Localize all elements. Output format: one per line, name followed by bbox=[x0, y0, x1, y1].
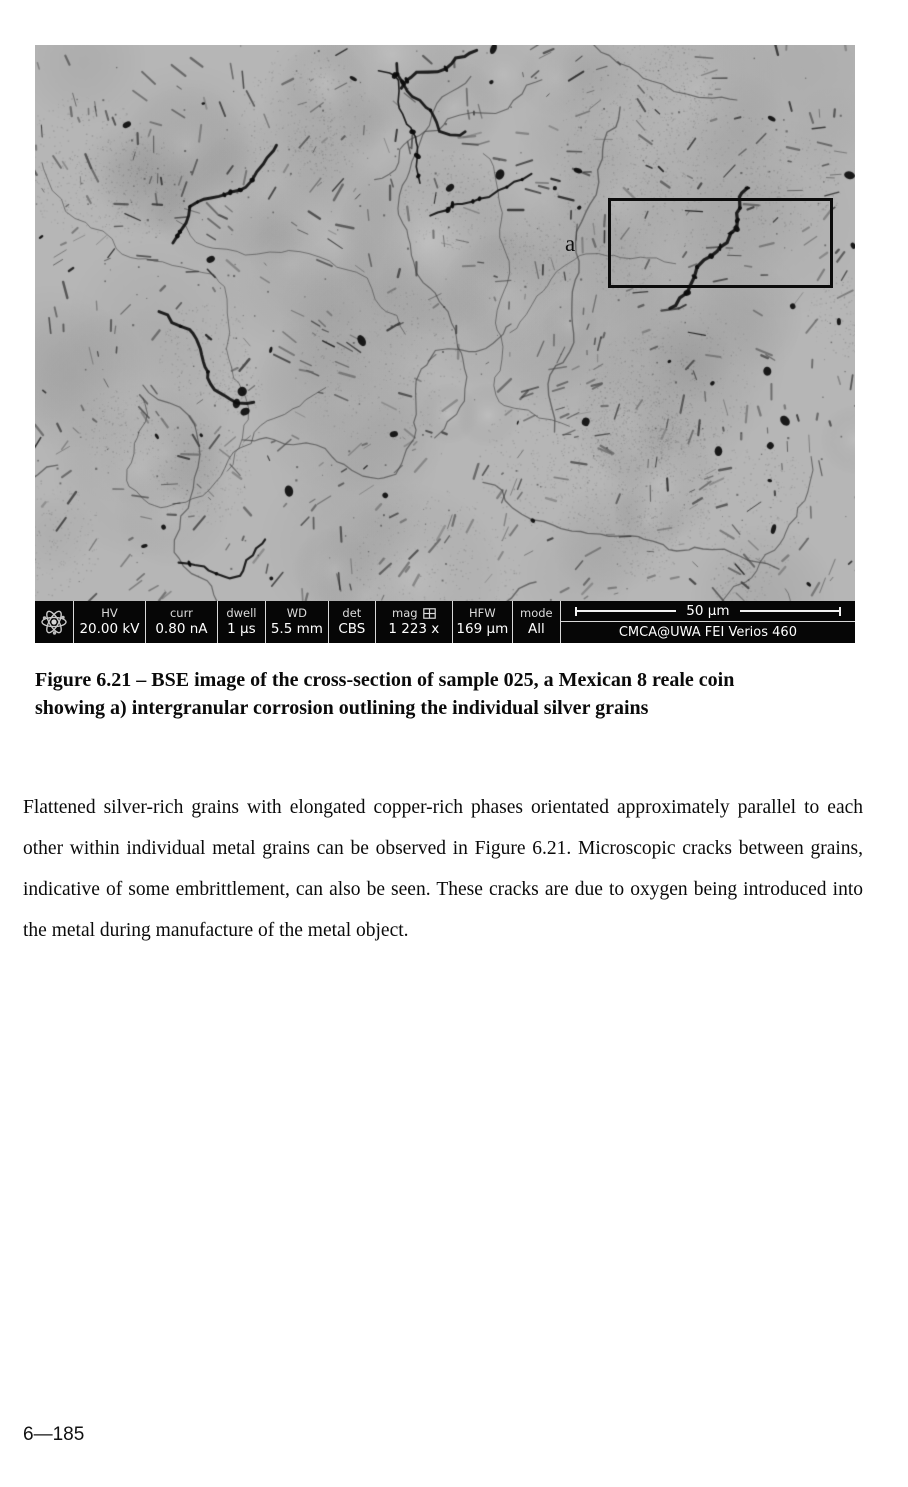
info-label: curr bbox=[169, 606, 193, 620]
info-label: mag bbox=[392, 606, 418, 620]
scale-bar bbox=[561, 601, 855, 622]
info-cell-mag bbox=[375, 601, 452, 643]
figure-caption bbox=[35, 666, 853, 722]
info-label: HV bbox=[101, 606, 118, 620]
scale-bar-line bbox=[740, 610, 839, 612]
sem-info-bar bbox=[35, 601, 855, 643]
info-value: 169 µm bbox=[456, 621, 509, 637]
info-cell-mode bbox=[512, 601, 560, 643]
info-value: All bbox=[527, 621, 545, 637]
instrument-name: CMCA@UWA FEI Verios 460 bbox=[618, 624, 797, 640]
info-label: WD bbox=[286, 606, 307, 620]
info-cell-hfw bbox=[452, 601, 512, 643]
scale-bar-label: 50 µm bbox=[686, 603, 730, 619]
info-value: 20.00 kV bbox=[79, 621, 140, 637]
page-number: 6—185 bbox=[23, 1424, 85, 1445]
sem-figure bbox=[35, 45, 855, 643]
info-cell-det bbox=[328, 601, 375, 643]
sem-micrograph-image bbox=[35, 45, 855, 601]
grid-icon bbox=[423, 608, 436, 619]
scale-instrument-cell bbox=[560, 601, 855, 643]
annotation-rectangle-a bbox=[608, 198, 833, 288]
info-value: 5.5 mm bbox=[270, 621, 323, 637]
info-value: 1 µs bbox=[227, 621, 256, 637]
info-label: mode bbox=[520, 606, 553, 620]
info-cell-dwell bbox=[217, 601, 265, 643]
scale-bar-right-tick bbox=[839, 607, 841, 616]
body-paragraph: Flattened silver-rich grains with elongated copper-rich phases orientated approximately parallel to each other within individual metal grains can be observed in Figure 6.21. Microscopic cracks between grains, indicative of some embrittlement, can also be seen. These cracks are due to oxygen being introduced into the metal during manufacture of the metal object. bbox=[23, 797, 863, 941]
info-value: 0.80 nA bbox=[155, 621, 208, 637]
info-value: 1 223 x bbox=[388, 621, 440, 637]
info-cell-wd bbox=[265, 601, 328, 643]
info-value: CBS bbox=[338, 621, 366, 637]
figure-caption-line-1: Figure 6.21 – BSE image of the cross-section of sample 025, a Mexican 8 reale coin bbox=[35, 669, 735, 691]
info-label: det bbox=[342, 606, 362, 620]
info-label: dwell bbox=[226, 606, 257, 620]
scale-bar-line bbox=[577, 610, 676, 612]
info-cell-curr bbox=[145, 601, 217, 643]
atom-icon bbox=[40, 608, 68, 636]
annotation-label-a: a bbox=[565, 231, 576, 256]
microscope-logo-cell bbox=[35, 601, 73, 643]
info-label: HFW bbox=[469, 606, 496, 620]
micrograph-texture bbox=[35, 45, 855, 601]
info-cell-hv bbox=[73, 601, 145, 643]
figure-caption-line-2: showing a) intergranular corrosion outlining the individual silver grains bbox=[35, 697, 649, 719]
